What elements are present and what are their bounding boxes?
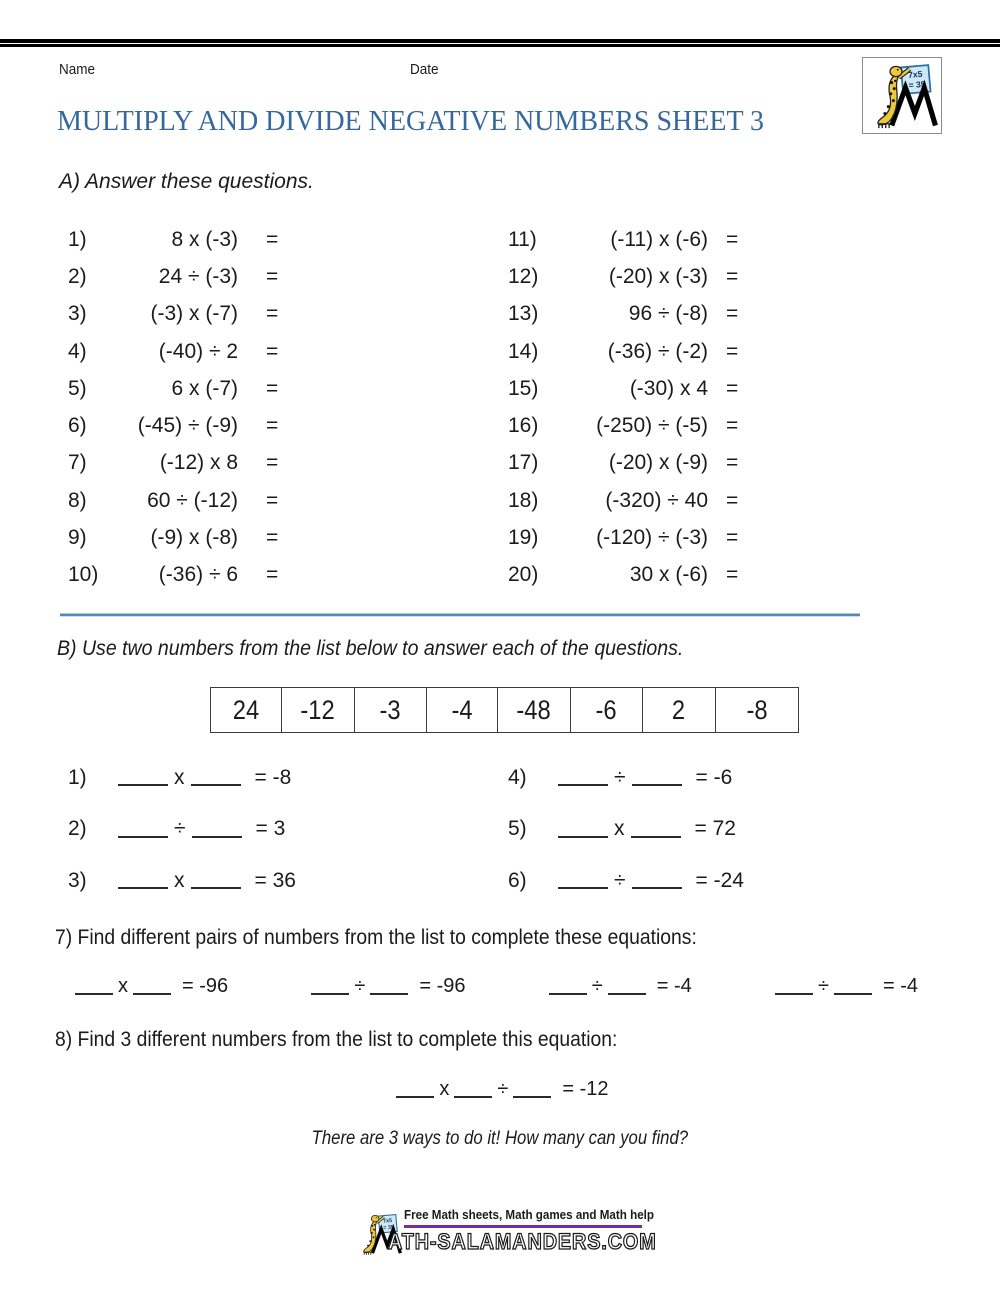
section-a-heading: A) Answer these questions. bbox=[59, 170, 314, 193]
equals-sign: = bbox=[266, 227, 279, 251]
footer-wordmark: ATH-SALAMANDERS.COM bbox=[388, 1229, 657, 1254]
equals-sign: = bbox=[266, 451, 279, 475]
problem-expression: 6 x (-7) bbox=[171, 376, 238, 400]
problem-row bbox=[68, 519, 278, 556]
equals-sign: = bbox=[726, 302, 739, 326]
problem-row bbox=[68, 557, 278, 594]
problem-number: 1) bbox=[68, 227, 87, 251]
footer-purple-rule bbox=[404, 1225, 642, 1228]
equation-result: = 3 bbox=[255, 817, 286, 841]
equation-result: = -4 bbox=[656, 975, 692, 997]
problem-row bbox=[508, 296, 738, 333]
answer-blank bbox=[775, 978, 813, 995]
problem-expression: (-3) x (-7) bbox=[150, 302, 238, 326]
problem-number: 19) bbox=[508, 526, 539, 550]
operator: ÷ bbox=[817, 975, 829, 997]
question-7-text: 7) Find different pairs of numbers from the list to complete these equations: bbox=[55, 926, 697, 949]
problem-number: 6) bbox=[68, 414, 87, 438]
problem-row bbox=[508, 221, 738, 258]
equals-sign: = bbox=[726, 227, 739, 251]
problem-number: 15) bbox=[508, 376, 539, 400]
answer-blank bbox=[558, 821, 608, 838]
equals-sign: = bbox=[266, 302, 279, 326]
answer-blank bbox=[834, 978, 872, 995]
answer-blank bbox=[454, 1081, 492, 1098]
bank-cell: 2 bbox=[643, 688, 716, 732]
answer-blank bbox=[513, 1081, 551, 1098]
name-label: Name bbox=[59, 61, 96, 78]
section-b-left-column bbox=[68, 752, 296, 907]
operator: x bbox=[118, 975, 128, 997]
answer-blank bbox=[118, 872, 168, 889]
problem-row bbox=[508, 407, 738, 444]
answer-blank bbox=[118, 821, 168, 838]
equation-result: = -8 bbox=[254, 765, 292, 789]
problem-row bbox=[68, 482, 278, 519]
section-a-left-column bbox=[68, 221, 278, 594]
equation-result: = -96 bbox=[182, 975, 229, 997]
fill-in-row bbox=[508, 804, 744, 856]
problem-row bbox=[508, 445, 738, 482]
operator: x bbox=[439, 1078, 450, 1100]
page-title: MULTIPLY AND DIVIDE NEGATIVE NUMBERS SHEET 3 bbox=[57, 106, 765, 137]
problem-expression: (-320) ÷ 40 bbox=[605, 488, 708, 512]
equals-sign: = bbox=[266, 563, 279, 587]
question-8-equation bbox=[0, 1078, 1000, 1104]
bank-cell: -4 bbox=[427, 688, 498, 732]
problem-row bbox=[68, 333, 278, 370]
answer-blank bbox=[608, 978, 646, 995]
problem-row bbox=[508, 333, 738, 370]
section-b-heading: B) Use two numbers from the list below to answer each of the questions. bbox=[57, 637, 684, 660]
problem-row bbox=[68, 258, 278, 295]
equation-group bbox=[391, 1078, 608, 1101]
equals-sign: = bbox=[266, 414, 279, 438]
problem-number: 5) bbox=[68, 376, 87, 400]
equation-group bbox=[770, 975, 918, 998]
equation-result: = 36 bbox=[254, 868, 296, 892]
equals-sign: = bbox=[266, 488, 279, 512]
problem-expression: (-30) x 4 bbox=[629, 376, 708, 400]
operator: x bbox=[174, 765, 185, 789]
problem-expression: 60 ÷ (-12) bbox=[147, 488, 238, 512]
answer-blank bbox=[396, 1081, 434, 1098]
equation-result: = 72 bbox=[694, 817, 736, 841]
problem-number: 4) bbox=[508, 765, 527, 789]
date-label: Date bbox=[410, 61, 439, 78]
answer-blank bbox=[632, 769, 682, 786]
problem-row bbox=[68, 370, 278, 407]
equals-sign: = bbox=[726, 526, 739, 550]
problem-number: 16) bbox=[508, 414, 539, 438]
equals-sign: = bbox=[266, 526, 279, 550]
answer-blank bbox=[75, 978, 113, 995]
problem-number: 8) bbox=[68, 488, 87, 512]
bank-cell: -8 bbox=[746, 694, 768, 725]
answer-blank bbox=[191, 769, 241, 786]
bank-cell: 24 bbox=[211, 688, 282, 732]
problem-expression: (-36) ÷ 6 bbox=[158, 563, 238, 587]
hint-note: There are 3 ways to do it! How many can you find? bbox=[311, 1128, 689, 1149]
equation-group bbox=[70, 975, 228, 998]
bank-cell: -3 bbox=[355, 688, 427, 732]
salamander-easel-icon bbox=[866, 62, 938, 129]
bank-cell: -48 bbox=[498, 688, 571, 732]
equals-sign: = bbox=[266, 376, 279, 400]
bank-cell: -6 bbox=[571, 688, 643, 732]
answer-blank bbox=[558, 769, 608, 786]
operator: ÷ bbox=[497, 1078, 509, 1100]
problem-number: 13) bbox=[508, 302, 539, 326]
operator: ÷ bbox=[354, 975, 366, 997]
section-b-right-column bbox=[508, 752, 744, 907]
equals-sign: = bbox=[726, 488, 739, 512]
equation-result: = -4 bbox=[882, 975, 918, 997]
operator: ÷ bbox=[174, 817, 186, 841]
equation-result: = -96 bbox=[419, 975, 466, 997]
question-8-text: 8) Find 3 different numbers from the list to complete this equation: bbox=[55, 1028, 618, 1051]
problem-expression: (-40) ÷ 2 bbox=[158, 339, 238, 363]
fill-in-row bbox=[508, 855, 744, 907]
problem-expression: 8 x (-3) bbox=[171, 227, 238, 251]
answer-blank bbox=[192, 821, 242, 838]
equation-result: = -12 bbox=[562, 1078, 609, 1100]
equals-sign: = bbox=[726, 414, 739, 438]
problem-expression: (-12) x 8 bbox=[159, 451, 238, 475]
problem-expression: (-250) ÷ (-5) bbox=[596, 414, 708, 438]
problem-number: 3) bbox=[68, 868, 87, 892]
problem-number: 4) bbox=[68, 339, 87, 363]
problem-number: 17) bbox=[508, 451, 539, 475]
answer-blank bbox=[558, 872, 608, 889]
answer-blank bbox=[133, 978, 171, 995]
fill-in-row bbox=[68, 804, 296, 856]
problem-number: 14) bbox=[508, 339, 539, 363]
equation-result: = -6 bbox=[695, 765, 733, 789]
equation-group bbox=[544, 975, 692, 998]
salamander-logo-box bbox=[862, 57, 942, 134]
footer-tagline: Free Math sheets, Math games and Math help bbox=[404, 1208, 654, 1222]
problem-row bbox=[508, 482, 738, 519]
problem-expression: (-9) x (-8) bbox=[150, 526, 238, 550]
footer-text-block bbox=[388, 1208, 686, 1255]
problem-expression: 96 ÷ (-8) bbox=[628, 302, 708, 326]
answer-blank bbox=[370, 978, 408, 995]
problem-expression: (-36) ÷ (-2) bbox=[607, 339, 708, 363]
problem-row bbox=[68, 296, 278, 333]
problem-number: 10) bbox=[68, 563, 99, 587]
equation-result: = -24 bbox=[695, 868, 744, 892]
answer-blank bbox=[631, 821, 681, 838]
problem-number: 20) bbox=[508, 563, 539, 587]
problem-number: 7) bbox=[68, 451, 87, 475]
section-divider-line bbox=[60, 613, 860, 617]
problem-number: 18) bbox=[508, 488, 539, 512]
problem-number: 2) bbox=[68, 264, 87, 288]
number-bank-table bbox=[210, 687, 799, 733]
problem-number: 5) bbox=[508, 817, 527, 841]
problem-expression: (-45) ÷ (-9) bbox=[137, 414, 238, 438]
problem-row bbox=[68, 221, 278, 258]
operator: ÷ bbox=[591, 975, 603, 997]
equals-sign: = bbox=[726, 339, 739, 363]
equals-sign: = bbox=[726, 264, 739, 288]
problem-row bbox=[508, 519, 738, 556]
problem-number: 2) bbox=[68, 817, 87, 841]
problem-number: 12) bbox=[508, 264, 539, 288]
problem-number: 11) bbox=[508, 227, 537, 251]
equals-sign: = bbox=[726, 451, 739, 475]
bank-cell: -12 bbox=[282, 688, 355, 732]
question-7-equations bbox=[70, 975, 918, 998]
top-border-rule bbox=[0, 39, 1000, 47]
footer-branding bbox=[356, 1208, 686, 1260]
operator: x bbox=[614, 817, 625, 841]
problem-row bbox=[508, 557, 738, 594]
answer-blank bbox=[118, 769, 168, 786]
equals-sign: = bbox=[726, 563, 739, 587]
operator: ÷ bbox=[614, 765, 626, 789]
problem-expression: (-20) x (-3) bbox=[608, 264, 708, 288]
problem-row bbox=[68, 445, 278, 482]
problem-expression: (-11) x (-6) bbox=[610, 227, 708, 251]
problem-row bbox=[508, 258, 738, 295]
problem-expression: (-20) x (-9) bbox=[608, 451, 708, 475]
equals-sign: = bbox=[266, 264, 279, 288]
problem-expression: 30 x (-6) bbox=[629, 563, 708, 587]
fill-in-row bbox=[68, 752, 296, 804]
fill-in-row bbox=[68, 855, 296, 907]
problem-expression: 24 ÷ (-3) bbox=[158, 264, 238, 288]
operator: ÷ bbox=[614, 868, 626, 892]
problem-expression: (-120) ÷ (-3) bbox=[596, 526, 708, 550]
equals-sign: = bbox=[266, 339, 279, 363]
answer-blank bbox=[311, 978, 349, 995]
equals-sign: = bbox=[726, 376, 739, 400]
answer-blank bbox=[191, 872, 241, 889]
answer-blank bbox=[632, 872, 682, 889]
problem-row bbox=[508, 370, 738, 407]
equation-group bbox=[306, 975, 465, 998]
section-a-right-column bbox=[508, 221, 738, 594]
problem-number: 3) bbox=[68, 302, 87, 326]
problem-row bbox=[68, 407, 278, 444]
operator: x bbox=[174, 868, 185, 892]
answer-blank bbox=[549, 978, 587, 995]
problem-number: 9) bbox=[68, 526, 87, 550]
problem-number: 1) bbox=[68, 765, 87, 789]
fill-in-row bbox=[508, 752, 744, 804]
problem-number: 6) bbox=[508, 868, 527, 892]
